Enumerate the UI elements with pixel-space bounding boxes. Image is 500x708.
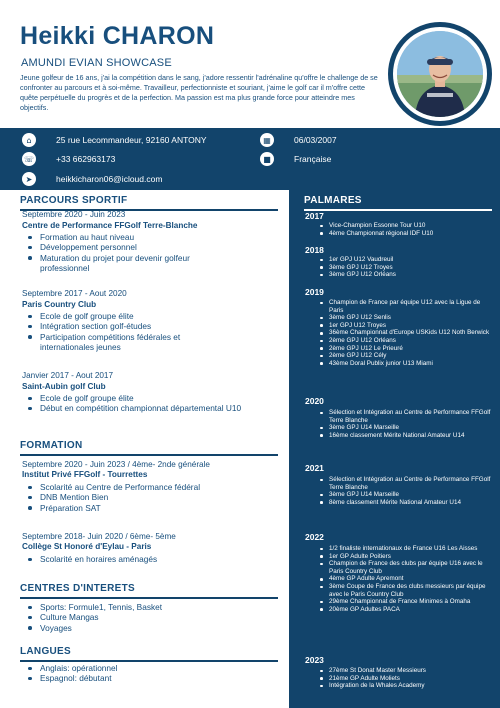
section-title: LANGUES: [20, 646, 71, 657]
list-item: Culture Mangas: [22, 612, 284, 622]
section-title: CENTRES D'INTERETS: [20, 583, 136, 594]
section-title: PALMARES: [304, 195, 362, 206]
list-item: Ecole de golf groupe élite: [22, 311, 284, 321]
list-item: 3ème GPJ U12 Orléans: [305, 271, 495, 279]
list-item: 2ème GPJ U12 Cély: [305, 352, 495, 360]
section-title: FORMATION: [20, 440, 83, 451]
entry-org: Saint-Aubin golf Club: [22, 382, 106, 391]
parcours-entry: [22, 210, 284, 273]
candidate-name: Heikki CHARON: [20, 22, 215, 50]
list-item: Sélection et Intégration au Centre de Performance FFGolf Terre Blanche: [305, 476, 495, 491]
entry-org: Institut Privé FFGolf - Tourrettes: [22, 470, 148, 479]
entry-list: [22, 393, 284, 414]
palmares-year: [305, 396, 495, 439]
entry-period: Septembre 2018- Juin 2020 / 6ème- 5ème: [22, 532, 176, 541]
entry-period: Septembre 2017 - Aout 2020: [22, 289, 127, 298]
entry-list: [22, 554, 284, 564]
palmares-year: [305, 287, 495, 367]
year-label: 2022: [305, 532, 324, 542]
list-item: Espagnol: débutant: [22, 673, 284, 683]
calendar-icon: ▦: [260, 133, 274, 147]
list-item: DNB Mention Bien: [22, 492, 284, 502]
section-formation: [20, 440, 278, 456]
palmares-list: [305, 476, 495, 506]
list-item: Début en compétition championnat départemental U10: [22, 403, 262, 413]
list-item: 2ème GPJ U12 Orléans: [305, 337, 495, 345]
list-item: 27ème St Donat Master Messieurs: [305, 667, 495, 675]
contact-nationality: [260, 152, 331, 166]
list-item: Vice-Champion Essonne Tour U10: [305, 222, 495, 230]
list-item: Sélection et Intégration au Centre de Performance FFGolf Terre Blanche: [305, 409, 495, 424]
palmares-year: [305, 532, 495, 613]
left-column: [0, 190, 287, 708]
list-item: 1/2 finaliste internationaux de France U16 Les Aisses: [305, 545, 495, 553]
list-item: 36ème Championnat d'Europe USKids U12 Noth Berwick: [305, 329, 495, 337]
list-item: Sports: Formule1, Tennis, Basket: [22, 602, 284, 612]
section-palmares: [304, 195, 492, 211]
list-item: 20ème GP Adultes PACA: [305, 606, 495, 614]
list-item: Champion de France par équipe U12 avec la Ligue de Paris: [305, 299, 495, 314]
list-item: 8ème classement Mérite National Amateur U14: [305, 499, 495, 507]
year-label: 2021: [305, 463, 324, 473]
phone-icon: ☏: [22, 152, 36, 166]
list-item: 3ème GPJ U12 Troyes: [305, 264, 495, 272]
list-item: Champion de France des clubs par équipe U16 avec le Paris Country Club: [305, 560, 495, 575]
entry-org: Centre de Performance FFGolf Terre-Blanche: [22, 221, 198, 230]
entry-org: Paris Country Club: [22, 300, 97, 309]
palmares-year: [305, 245, 495, 279]
year-label: 2019: [305, 287, 324, 297]
profile-photo-frame: [388, 22, 492, 126]
phone-text: +33 662963173: [56, 154, 116, 164]
year-label: 2017: [305, 211, 324, 221]
palmares-year: [305, 655, 495, 690]
contact-address: [22, 133, 207, 147]
entry-period: Janvier 2017 - Aout 2017: [22, 371, 114, 380]
year-label: 2018: [305, 245, 324, 255]
contact-bar: [0, 128, 500, 190]
address-text: 25 rue Lecommandeur, 92160 ANTONY: [56, 135, 207, 145]
list-item: 3ème GPJ U14 Marseille: [305, 424, 495, 432]
list-item: Participation compétitions fédérales et internationales jeunes: [22, 332, 232, 353]
nationality-text: Française: [294, 154, 332, 164]
formation-entry: [22, 532, 284, 564]
formation-entry: [22, 460, 284, 513]
list-item: Ecole de golf groupe élite: [22, 393, 284, 403]
list-item: 1er GP Adulte Poitiers: [305, 553, 495, 561]
palmares-list: [305, 256, 495, 279]
list-item: 4ème Championnat régional IDF U10: [305, 230, 495, 238]
list-item: Voyages: [22, 623, 284, 633]
entry-list: [22, 311, 284, 352]
candidate-subtitle: AMUNDI EVIAN SHOWCASE: [21, 57, 172, 69]
year-label: 2020: [305, 396, 324, 406]
palmares-year: [305, 211, 495, 237]
email-link[interactable]: heikkicharon06@icloud.com: [56, 174, 163, 184]
send-icon: ➤: [22, 172, 36, 186]
entry-list: [22, 482, 284, 513]
list-item: Préparation SAT: [22, 503, 284, 513]
list-item: 16ème classement Mérite National Amateur U14: [305, 432, 495, 440]
list-item: 1er GPJ U12 Troyes: [305, 322, 495, 330]
list-item: Développement personnel: [22, 242, 284, 252]
contact-phone: [22, 152, 115, 166]
langues-list: [22, 663, 284, 684]
right-column: [289, 190, 500, 708]
parcours-entry: [22, 289, 284, 352]
list-item: Scolarité au Centre de Performance fédéral: [22, 482, 284, 492]
list-item: 3ème GPJ U14 Marseille: [305, 491, 495, 499]
interets-list: [22, 602, 284, 633]
palmares-year: [305, 463, 495, 506]
entry-list: [22, 232, 284, 273]
palmares-list: [305, 545, 495, 613]
home-icon: ⌂: [22, 133, 36, 147]
section-parcours: [20, 195, 278, 211]
list-item: Intégration de la Whales Academy: [305, 682, 495, 690]
contact-email: [22, 172, 162, 186]
section-interets: [20, 583, 278, 599]
list-item: 4ème GP Adulte Apremont: [305, 575, 495, 583]
list-item: Scolarité en horaires aménagés: [22, 554, 284, 564]
parcours-entry: [22, 371, 284, 414]
list-item: 21ème GP Adulte Moliets: [305, 675, 495, 683]
section-langues: [20, 646, 278, 662]
birthdate-text: 06/03/2007: [294, 135, 337, 145]
palmares-list: [305, 409, 495, 439]
list-item: Intégration section golf-études: [22, 321, 284, 331]
year-label: 2023: [305, 655, 324, 665]
list-item: 2ème GPJ U12 Le Prieuré: [305, 345, 495, 353]
entry-period: Septembre 2020 - Juin 2023: [22, 210, 126, 219]
list-item: 3ème Coupe de France des clubs messieurs par équipe avec le Paris Country Club: [305, 583, 495, 598]
list-item: 3ème GPJ U12 Senlis: [305, 314, 495, 322]
entry-period: Septembre 2020 - Juin 2023 / 4ème- 2nde générale: [22, 460, 210, 469]
list-item: Maturation du projet pour devenir golfeur professionnel: [22, 253, 232, 274]
intro-text: Jeune golfeur de 16 ans, j'ai la compétition dans le sang, j'adore ressentir l'adrénaline qu'offre le challenge de se confronter au parcours et à soi-même. Travailleur, perfectionniste et souriant, j'aime le golf car il m'offre cette quête perpétuelle du progrès et de la perfection. Ma passion est ma plus grande force pour atteindre mes objectifs.: [20, 73, 378, 112]
list-item: Formation au haut niveau: [22, 232, 284, 242]
palmares-list: [305, 299, 495, 367]
section-title: PARCOURS SPORTIF: [20, 195, 128, 206]
palmares-list: [305, 667, 495, 690]
profile-photo: [397, 31, 483, 117]
palmares-list: [305, 222, 495, 237]
list-item: 1er GPJ U12 Vaudreuil: [305, 256, 495, 264]
list-item: 29ème Championnat de France Minimes à Omaha: [305, 598, 495, 606]
flag-icon: ■: [260, 152, 274, 166]
entry-org: Collège St Honoré d'Eylau - Paris: [22, 542, 152, 551]
list-item: Anglais: opérationnel: [22, 663, 284, 673]
contact-birthdate: [260, 133, 337, 147]
list-item: 43ème Doral Publix junior U13 Miami: [305, 360, 495, 368]
